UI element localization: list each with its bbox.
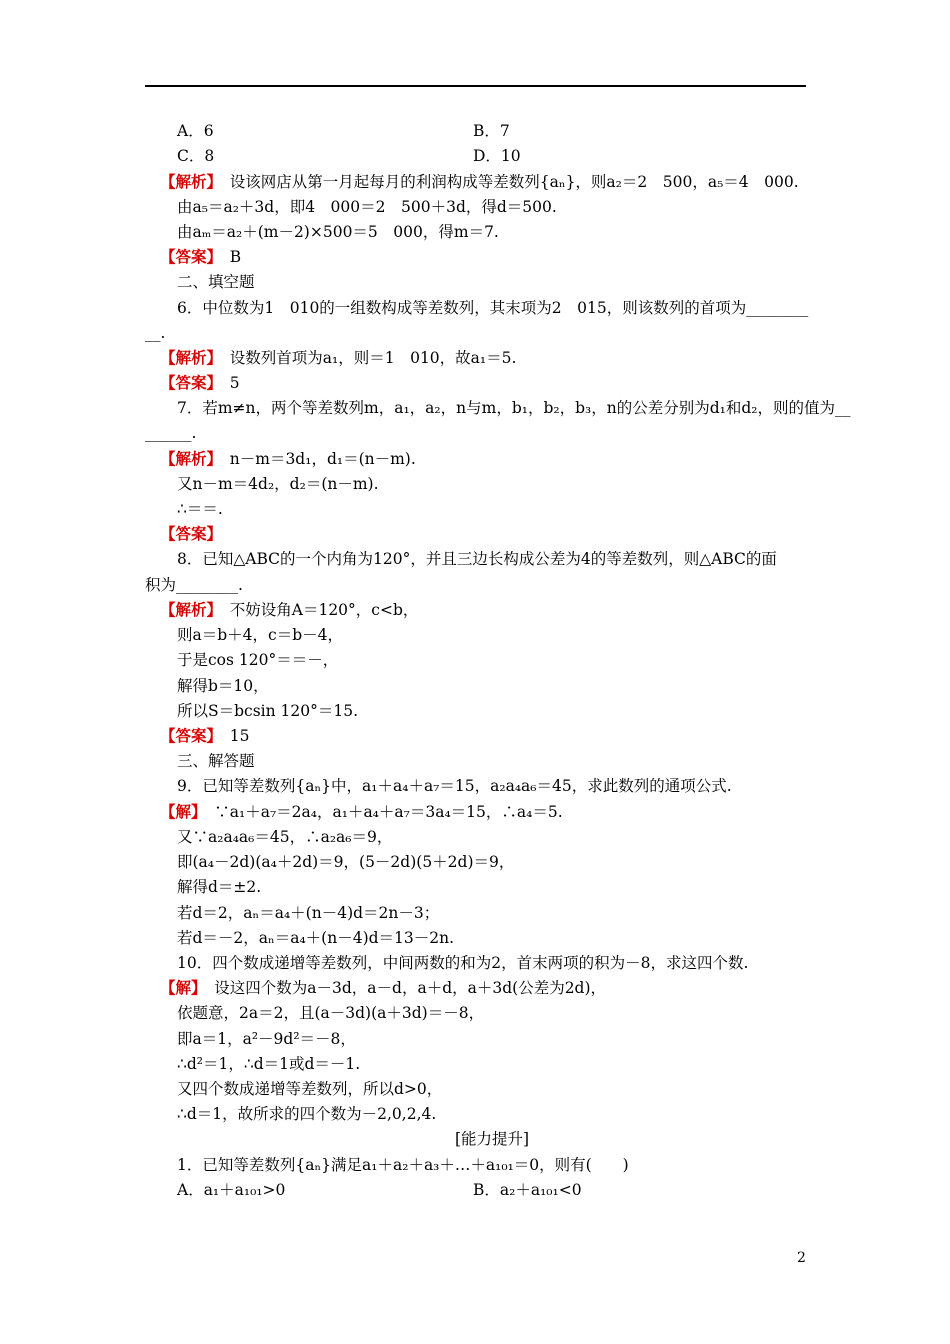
text-line <box>177 298 808 318</box>
line-text: 15 <box>214 727 250 745</box>
line-text: 解得b＝10， <box>177 677 269 695</box>
line-text: 于是cos 120°＝＝－， <box>177 651 339 669</box>
text-line <box>177 272 255 292</box>
text-line <box>177 499 223 519</box>
line-text: 积为________. <box>145 576 243 594</box>
text-line <box>177 549 777 569</box>
text-line <box>177 1003 484 1023</box>
line-text: B．a₂＋a₁₀₁<0 <box>473 1181 582 1199</box>
answer-tag: 【答案】 <box>160 726 215 745</box>
text-line <box>177 827 392 847</box>
line-text: D．10 <box>473 147 521 165</box>
text-line <box>145 323 165 343</box>
line-text: 又四个数成递增等差数列，所以d>0， <box>177 1080 443 1098</box>
text-line <box>145 575 243 595</box>
text-line <box>177 751 255 771</box>
text-line <box>160 247 241 267</box>
text-line <box>160 449 416 469</box>
text-line <box>177 1079 442 1099</box>
text-line <box>177 146 214 166</box>
text-line <box>177 650 338 670</box>
line-text: 5 <box>214 374 240 392</box>
text-line <box>177 121 214 141</box>
page-number: 2 <box>797 1250 806 1266</box>
answer-tag: 【解】 <box>160 802 199 821</box>
line-text: ∴d²＝1，∴d＝1或d＝－1. <box>177 1055 361 1073</box>
text-line <box>177 701 358 721</box>
line-text: C．8 <box>177 147 215 165</box>
line-text: 10．四个数成递增等差数列，中间两数的和为2，首末两项的积为－8，求这四个数. <box>177 954 749 972</box>
text-line <box>177 852 514 872</box>
text-line <box>160 802 563 822</box>
text-line <box>160 373 240 393</box>
text-line <box>177 1029 356 1049</box>
line-text: ∴d＝1，故所求的四个数为－2,0,2,4. <box>177 1105 437 1123</box>
line-text: 设数列首项为a₁，则＝1 010，故a₁＝5. <box>214 349 517 367</box>
text-line <box>473 121 510 141</box>
line-text: 8．已知△ABC的一个内角为120°，并且三边长构成公差为4的等差数列，则△ABC的面 <box>177 550 777 568</box>
text-line <box>177 222 499 242</box>
text-line <box>160 726 250 746</box>
line-text: __. <box>145 324 166 342</box>
line-text: 若d＝2，aₙ＝a₄＋(n－4)d＝2n－3； <box>177 904 440 922</box>
text-line <box>177 953 748 973</box>
line-text: 解得d＝±2. <box>177 878 262 896</box>
line-text: 9．已知等差数列{aₙ}中，a₁＋a₄＋a₇＝15，a₂a₄a₆＝45，求此数列的通项公式. <box>177 777 732 795</box>
text-line <box>160 600 418 620</box>
answer-tag: 【答案】 <box>160 373 215 392</box>
text-line <box>177 877 261 897</box>
line-text: 由a₅＝a₂＋3d，即4 000＝2 500＋3d，得d＝500. <box>177 198 557 216</box>
answer-tag: 【解析】 <box>160 348 215 367</box>
line-text: 则a＝b＋4，c＝b－4， <box>177 626 343 644</box>
line-text: B．7 <box>473 122 510 140</box>
line-text: 设这四个数为a－3d，a－d，a＋d，a＋3d(公差为2d)， <box>198 979 607 997</box>
answer-tag: 【答案】 <box>160 524 223 543</box>
line-text: B <box>214 248 242 266</box>
line-text: 1．已知等差数列{aₙ}满足a₁＋a₂＋a₃＋…＋a₁₀₁＝0，则有( ) <box>177 1156 629 1174</box>
text-line <box>177 197 557 217</box>
text-line <box>160 172 799 192</box>
text-line <box>177 928 454 948</box>
text-line <box>455 1129 529 1149</box>
answer-tag: 【解析】 <box>160 172 215 191</box>
line-text: 由aₘ＝a₂＋(m－2)×500＝5 000，得m＝7. <box>177 223 499 241</box>
text-line <box>177 676 269 696</box>
line-text: 即(a₄－2d)(a₄＋2d)＝9，(5－2d)(5＋2d)＝9， <box>177 853 515 871</box>
line-text: 不妨设角A＝120°，c<b， <box>214 601 419 619</box>
line-text: ______. <box>145 424 197 442</box>
text-line <box>177 1104 436 1124</box>
text-line <box>177 1155 629 1175</box>
line-text: 二、填空题 <box>177 273 255 291</box>
line-text: 又n－m＝4d₂，d₂＝(n－m). <box>177 475 379 493</box>
line-text: 若d＝－2，aₙ＝a₄＋(n－4)d＝13－2n. <box>177 929 455 947</box>
line-text: 6．中位数为1 010的一组数构成等差数列，其末项为2 015，则该数列的首项为________ <box>177 299 809 317</box>
line-text: [能力提升] <box>455 1130 530 1148</box>
text-line <box>177 1054 360 1074</box>
line-text: n－m＝3d₁，d₁＝(n－m). <box>214 450 416 468</box>
header-rule <box>145 85 806 87</box>
line-text: 又∵a₂a₄a₆＝45，∴a₂a₆＝9， <box>177 828 393 846</box>
line-text: 即a＝1，a²－9d²＝－8， <box>177 1030 356 1048</box>
line-text: A．a₁＋a₁₀₁>0 <box>177 1181 286 1199</box>
answer-tag: 【解】 <box>160 978 199 997</box>
text-line <box>177 776 732 796</box>
answer-tag: 【答案】 <box>160 247 215 266</box>
answer-tag: 【解析】 <box>160 449 215 468</box>
text-line <box>473 146 521 166</box>
line-text: 所以S＝bcsin 120°＝15. <box>177 702 359 720</box>
text-line <box>177 625 343 645</box>
line-text: 设该网店从第一月起每月的利润构成等差数列{aₙ}，则a₂＝2 500，a₅＝4 000. <box>214 173 799 191</box>
text-line <box>473 1180 582 1200</box>
line-text: 7．若m≠n，两个等差数列m，a₁，a₂，n与m，b₁，b₂，b₃，n的公差分别为d₁和d₂，则的值为__ <box>177 399 851 417</box>
line-text: 三、解答题 <box>177 752 255 770</box>
text-line <box>177 398 850 418</box>
answer-tag: 【解析】 <box>160 600 215 619</box>
line-text: A．6 <box>177 122 214 140</box>
text-line <box>177 1180 285 1200</box>
text-line <box>177 903 439 923</box>
text-line <box>160 978 606 998</box>
line-text: ∵a₁＋a₇＝2a₄，a₁＋a₄＋a₇＝3a₄＝15，∴a₄＝5. <box>198 803 563 821</box>
line-text: ∴＝＝. <box>177 500 223 518</box>
text-line <box>145 423 196 443</box>
line-text: 依题意，2a＝2，且(a－3d)(a＋3d)＝－8， <box>177 1004 485 1022</box>
text-line <box>177 474 379 494</box>
text-line <box>160 524 222 544</box>
text-line <box>160 348 516 368</box>
